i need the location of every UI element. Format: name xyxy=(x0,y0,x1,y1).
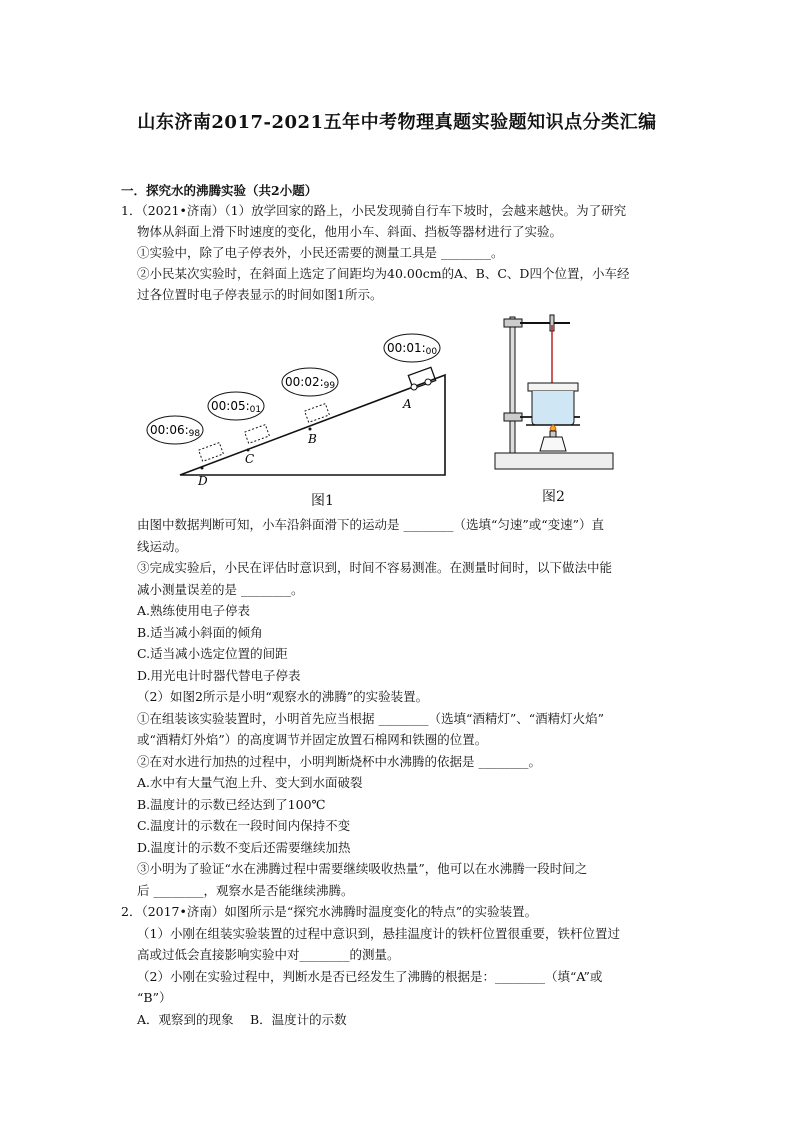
q1-part2-line-2: ①在组装该实验装置时，小明首先应当根据 ________（选填“酒精灯”、“酒精灯火焰” xyxy=(137,711,605,726)
alcohol-lamp xyxy=(540,437,566,451)
timer-b: 00:02:99 xyxy=(285,375,336,391)
section-heading: 一．探究水的沸腾实验（共2小题） xyxy=(121,183,318,198)
cart-c xyxy=(245,425,270,444)
q1-line-7: 线运动。 xyxy=(137,539,188,554)
q1-line-9: 减小测量误差的是 ________。 xyxy=(137,582,304,597)
flame xyxy=(550,425,556,431)
q2-line-5: “B”） xyxy=(137,990,172,1005)
q1-line-1: 1．（2021•济南）（1）放学回家的路上，小民发现骑自行车下坡时，会越来越快。为了研究 xyxy=(121,203,627,218)
q1-part2-option-b: B.温度计的示数已经达到了100℃ xyxy=(137,797,326,812)
q1-part2-option-d: D.温度计的示数不变后还需要继续加热 xyxy=(137,840,351,855)
q2-line-3: 高或过低会直接影响实验中对________的测量。 xyxy=(137,947,400,962)
q1-option-b: B.适当减小斜面的倾角 xyxy=(137,625,263,640)
figure-1-incline xyxy=(140,330,460,510)
q1-option-a: A.熟练使用电子停表 xyxy=(137,603,251,618)
timer-a: 00:01:00 xyxy=(387,341,438,357)
stand-base xyxy=(495,453,613,469)
q2-line-1: 2．（2017•济南）如图所示是“探究水沸腾时温度变化的特点”的实验装置。 xyxy=(121,904,538,919)
q1-part2-line-3: 或“酒精灯外焰”）的高度调节并固定放置石棉网和铁圈的位置。 xyxy=(137,732,488,747)
q1-line-2: 物体从斜面上滑下时速度的变化，他用小车、斜面、挡板等器材进行了实验。 xyxy=(137,224,563,239)
q1-part2-line-6: 后 ________，观察水是否能继续沸腾。 xyxy=(137,883,354,898)
q1-option-c: C.适当减小选定位置的间距 xyxy=(137,646,288,661)
q1-part2-option-a: A.水中有大量气泡上升、变大到水面破裂 xyxy=(137,775,363,790)
figure-1-caption: 图1 xyxy=(311,493,334,509)
q1-line-6: 由图中数据判断可知，小车沿斜面滑下的运动是 ________（选填“匀速”或“变速”）直 xyxy=(137,517,605,532)
q1-line-5: 过各位置时电子停表显示的时间如图1所示。 xyxy=(137,287,383,302)
q1-option-d: D.用光电计时器代替电子停表 xyxy=(137,668,301,683)
label-a: A xyxy=(403,397,412,411)
q2-line-2: （1）小刚在组装实验装置的过程中意识到，悬挂温度计的铁杆位置很重要，铁杆位置过 xyxy=(137,926,620,941)
q1-line-4: ②小民某次实验时，在斜面上选定了间距均为40.00cm的A、B、C、D四个位置，小车经 xyxy=(137,266,630,281)
q2-options: A．观察到的现象 B．温度计的示数 xyxy=(137,1012,347,1027)
label-c: C xyxy=(245,452,255,466)
cart-a xyxy=(408,367,435,390)
figure-2-caption: 图2 xyxy=(542,489,565,505)
page-title: 山东济南2017-2021五年中考物理真题实验题知识点分类汇编 xyxy=(137,112,657,133)
q2-line-4: （2）小刚在实验过程中，判断水是否已经发生了沸腾的根据是：________（填“A”或 xyxy=(137,969,603,984)
beaker-lid xyxy=(528,383,578,391)
q1-part2-option-c: C.温度计的示数在一段时间内保持不变 xyxy=(137,818,351,833)
timer-c: 00:05:01 xyxy=(211,399,262,415)
figure-2-apparatus xyxy=(490,305,620,480)
q1-line-8: ③完成实验后，小民在评估时意识到，时间不容易测准。在测量时间时，以下做法中能 xyxy=(137,560,613,575)
timer-d: 00:06:98 xyxy=(150,423,201,439)
q1-part2-line-1: （2）如图2所示是小明“观察水的沸腾”的实验装置。 xyxy=(137,689,429,704)
q1-part2-line-4: ②在对水进行加热的过程中，小明判断烧杯中水沸腾的依据是 ________。 xyxy=(137,754,541,769)
q1-part2-line-5: ③小明为了验证“水在沸腾过程中需要继续吸收热量”，他可以在水沸腾一段时间之 xyxy=(137,861,588,876)
label-b: B xyxy=(308,432,317,446)
stand-rod xyxy=(510,317,515,453)
q1-line-3: ①实验中，除了电子停表外，小民还需要的测量工具是 ________。 xyxy=(137,245,504,260)
label-d: D xyxy=(198,474,208,488)
cart-d xyxy=(199,443,224,462)
beaker xyxy=(532,391,574,425)
